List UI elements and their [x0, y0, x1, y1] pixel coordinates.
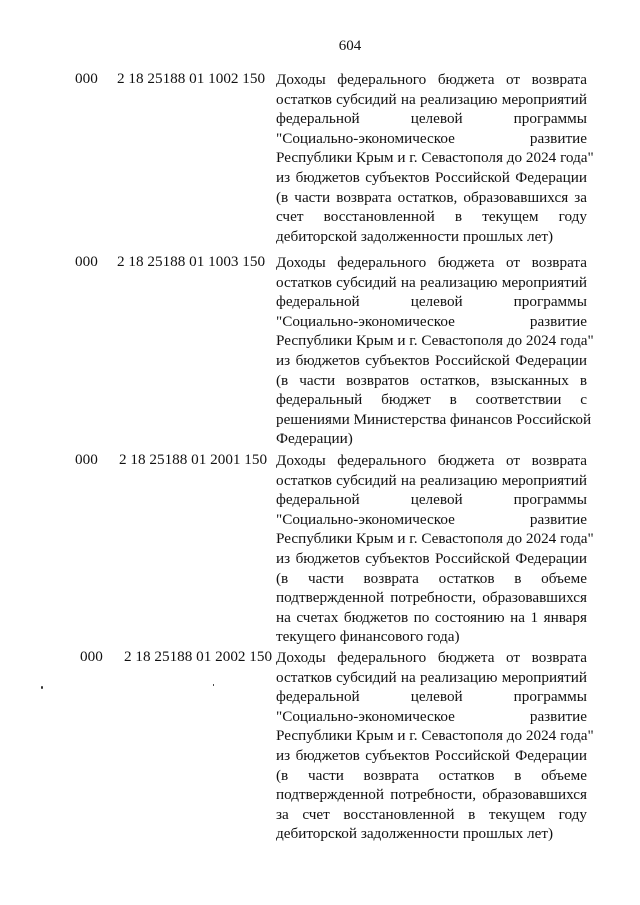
description-line: Республики Крым и г. Севастополя до 2024 года": [276, 727, 594, 745]
budget-classification-code: 2 18 25188 01 2001 150: [119, 451, 268, 468]
description-line: из бюджетов субъектов Российской Федерации: [276, 549, 587, 567]
description-line: Республики Крым и г. Севастополя до 2024 года": [276, 149, 594, 167]
description-line: остатков субсидий на реализацию мероприятий: [276, 90, 587, 108]
description-line: федеральный бюджет в соответствии с: [276, 391, 587, 409]
description-line: (в части возврата остатков в объеме: [276, 766, 587, 784]
description-line: дебиторской задолженности прошлых лет): [276, 227, 554, 245]
description-line: федеральной целевой программы: [276, 110, 587, 128]
description-line: (в части возврата остатков в объеме: [276, 569, 587, 587]
scan-speck: [41, 686, 43, 689]
description-line: подтвержденной потребности, образовавшихся: [276, 786, 587, 804]
description-line: Доходы федерального бюджета от возврата: [276, 649, 587, 666]
description-line: из бюджетов субъектов Российской Федерации: [276, 168, 587, 186]
administrator-code: 000: [75, 451, 98, 468]
description-line: (в части возврата остатков, образовавшихся за: [276, 188, 587, 206]
scan-speck: [213, 684, 214, 686]
description-line: "Социально-экономическое развитие: [276, 312, 587, 330]
description-line: счет восстановленной в текущем году: [276, 208, 587, 226]
budget-classification-code: 2 18 25188 01 2002 150: [124, 648, 273, 665]
administrator-code: 000: [75, 253, 98, 270]
description-line: дебиторской задолженности прошлых лет): [276, 825, 554, 843]
description-line: остатков субсидий на реализацию мероприятий: [276, 668, 587, 686]
description-line: федеральной целевой программы: [276, 491, 587, 509]
description-line: федеральной целевой программы: [276, 293, 587, 311]
entry-description: [276, 648, 594, 844]
entry-description: [276, 70, 594, 246]
description-line: Республики Крым и г. Севастополя до 2024 года": [276, 332, 594, 350]
description-line: Республики Крым и г. Севастополя до 2024 года": [276, 530, 594, 548]
budget-classification-code: 2 18 25188 01 1002 150: [117, 70, 266, 87]
description-line: федеральной целевой программы: [276, 688, 587, 706]
description-line: остатков субсидий на реализацию мероприятий: [276, 471, 587, 489]
description-line: на счетах бюджетов по состоянию на 1 января: [276, 608, 587, 626]
description-line: "Социально-экономическое развитие: [276, 510, 587, 528]
description-line: текущего финансового года): [276, 628, 460, 646]
description-line: подтвержденной потребности, образовавшихся: [276, 589, 587, 607]
description-line: Доходы федерального бюджета от возврата: [276, 71, 587, 88]
administrator-code: 000: [80, 648, 103, 665]
description-line: Доходы федерального бюджета от возврата: [276, 452, 587, 469]
page-number: 604: [338, 38, 362, 54]
administrator-code: 000: [75, 70, 98, 87]
entry-description: [276, 451, 594, 647]
description-line: решениями Министерства финансов Российской: [276, 410, 592, 428]
description-line: "Социально-экономическое развитие: [276, 707, 587, 725]
description-line: из бюджетов субъектов Российской Федерации: [276, 746, 587, 764]
entry-description: [276, 253, 594, 449]
description-line: (в части возвратов остатков, взысканных в: [276, 371, 587, 389]
description-line: из бюджетов субъектов Российской Федерации: [276, 351, 587, 369]
description-line: за счет восстановленной в текущем году: [276, 805, 587, 823]
description-line: Федерации): [276, 430, 353, 448]
description-line: Доходы федерального бюджета от возврата: [276, 254, 587, 271]
description-line: остатков субсидий на реализацию мероприятий: [276, 273, 587, 291]
budget-classification-code: 2 18 25188 01 1003 150: [117, 253, 266, 270]
description-line: "Социально-экономическое развитие: [276, 129, 587, 147]
